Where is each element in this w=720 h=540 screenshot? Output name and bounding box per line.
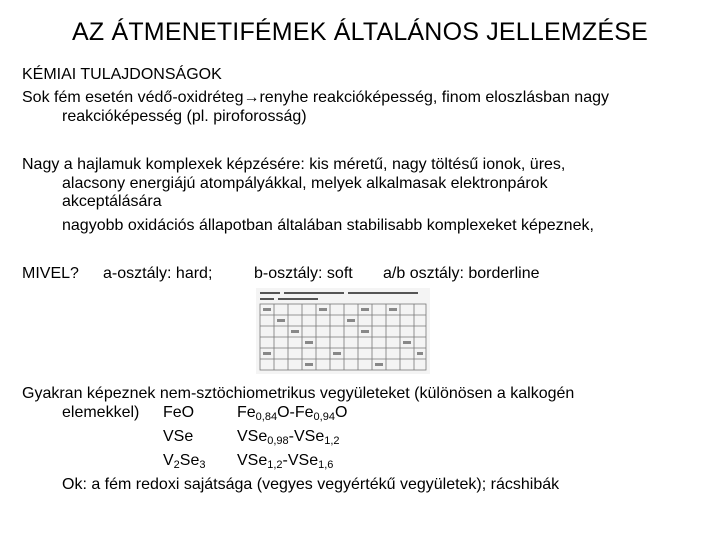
formula-v2se3-range: VSe$_{1,2}$-VSe$_{1,6}$ [237,452,334,471]
para2-line2: alacsony energiájú atompályákkal, melyek alkalmasak elektronpárok [62,175,548,192]
formula-vse-range: VSe$_{0,98}$-VSe$_{1,2}$ [237,428,340,447]
ab-class-label: a/b osztály: borderline [383,265,540,282]
para3-line2-prefix: elemekkel) [62,404,140,421]
formula-v2se3: $V_2Se_3$ [163,452,206,471]
mivel-label: MIVEL? [22,265,79,282]
periodic-table-thumbnail [256,288,430,374]
para2-line3: akceptálására [62,193,162,210]
section-heading: KÉMIAI TULAJDONSÁGOK [22,66,222,83]
formula-feo: FeO [163,404,195,421]
b-class-label: b-osztály: soft [254,265,353,282]
page-title: AZ ÁTMENETIFÉMEK ÁLTALÁNOS JELLEMZÉSE [71,18,649,46]
para2-line4: nagyobb oxidációs állapotban általában stabilisabb komplexeket képeznek, [62,217,594,234]
formula-feo-range: $Fe_{0,84}O-Fe_{0,94}O$ [237,404,348,423]
para3-reason: Ok: a fém redoxi sajátsága (vegyes vegyértékű vegyületek); rácshibák [62,476,560,493]
formula-vse: VSe [163,428,194,445]
para1-line1: Sok fém esetén védő-oxidréteg→renyhe reakcióképesség, finom eloszlásban nagy [22,89,609,106]
para3-line1: Gyakran képeznek nem-sztöchiometrikus vegyületeket (különösen a kalkogén [22,385,575,402]
para1-line2: reakcióképesség (pl. piroforosság) [62,108,307,125]
a-class-label: a-osztály: hard; [103,265,213,282]
para2-line1: Nagy a hajlamuk komplexek képzésére: kis méretű, nagy töltésű ionok, üres, [22,156,566,173]
